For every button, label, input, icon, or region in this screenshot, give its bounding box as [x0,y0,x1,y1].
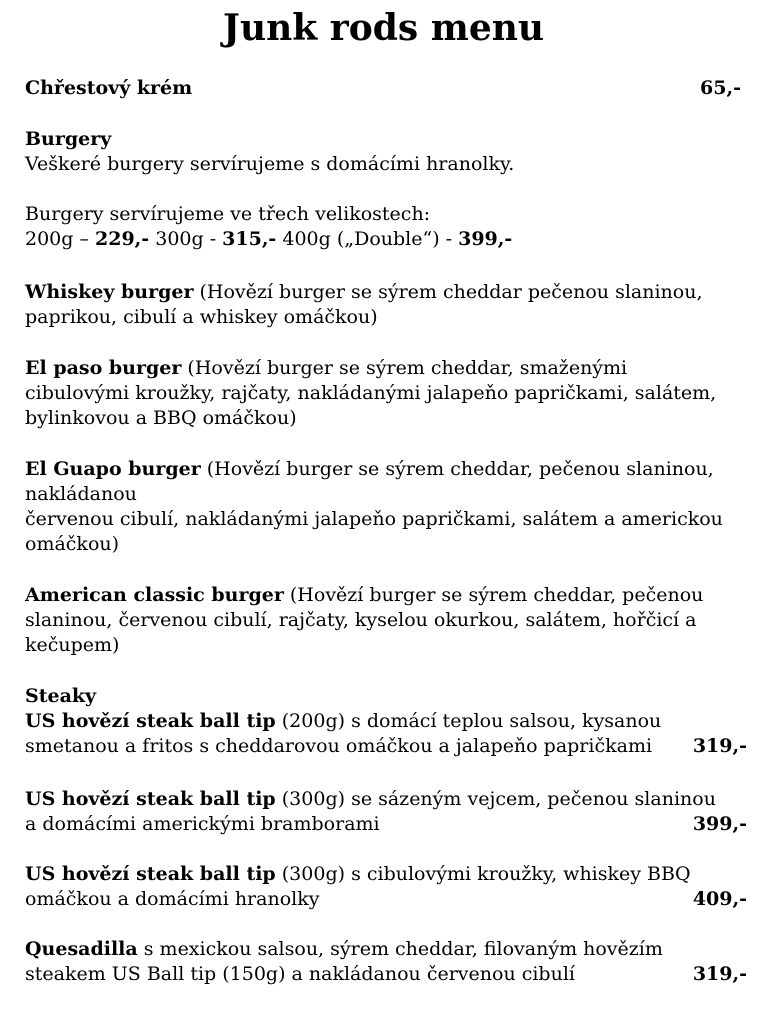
steaks-heading: Steaky [25,685,97,707]
size-3-price: 399,- [458,228,513,250]
el-guapo-burger-desc-3: červenou cibulí, nakládanými jalapeňo papričkami, salátem a americkou [25,508,723,530]
steak-3-item [25,862,747,912]
burgers-section [25,127,747,252]
burgers-sizes-intro: Burgery servírujeme ve třech velikostech: [25,203,431,225]
steak-2-desc-1: (300g) se sázeným vejcem, pečenou slaninou [275,788,716,810]
el-paso-burger-desc-3: bylinkovou a BBQ omáčkou) [25,407,297,429]
steak-3-desc-2: omáčkou a domácími hranolky [25,888,320,910]
steak-1-name: US hovězí steak ball tip [25,710,276,732]
el-guapo-burger-desc-4: omáčkou) [25,533,120,555]
steak-3-price: 409,- [692,888,747,910]
soup-name: Chřestový krém [25,77,193,99]
menu-title: Junk rods menu [222,7,545,49]
quesadilla-desc-2: steakem US Ball tip (150g) a nakládanou červenou cibulí [25,963,575,985]
el-guapo-burger-desc-2: nakládanou [25,483,137,505]
steak-2-desc-2: a domácími americkými bramborami [25,813,380,835]
soup-item [25,76,747,101]
el-paso-burger-desc-2: cibulovými kroužky, rajčaty, nakládanými jalapeňo papričkami, salátem, [25,382,717,404]
size-3-label: 400g („Double“) - [276,228,459,250]
quesadilla-price: 319,- [692,963,747,985]
steak-1-desc-1: (200g) s domácí teplou salsou, kysanou [275,710,662,732]
quesadilla-desc-1: s mexickou salsou, sýrem cheddar, filovaným hovězím [137,938,663,960]
american-classic-burger-desc-1: (Hovězí burger se sýrem cheddar, pečenou [283,584,704,606]
burger-sizes-line [25,227,747,252]
steak-1-row [25,734,747,759]
el-guapo-burger-desc-1: (Hovězí burger se sýrem cheddar, pečenou slaninou, [200,458,714,480]
burgers-heading: Burgery [25,128,112,150]
steaks-section [25,684,747,759]
american-classic-burger-desc-3: kečupem) [25,634,120,656]
whiskey-burger-item [25,280,747,330]
american-classic-burger-desc-2: slaninou, červenou cibulí, rajčaty, kyselou okurkou, salátem, hořčicí a [25,609,697,631]
whiskey-burger-name: Whiskey burger [25,281,194,303]
size-2-price: 315,- [222,228,277,250]
size-1-price: 229,- [95,228,150,250]
size-2-label: 300g - [149,228,223,250]
steak-2-price: 399,- [692,813,747,835]
burgers-intro: Veškeré burgery servírujeme s domácími hranolky. [25,153,515,175]
whiskey-burger-desc-2: paprikou, cibulí a whiskey omáčkou) [25,306,378,328]
steak-1-price: 319,- [692,735,747,757]
el-paso-burger-item [25,356,747,431]
steak-2-item [25,787,747,837]
steak-2-name: US hovězí steak ball tip [25,788,276,810]
whiskey-burger-desc-1: (Hovězí burger se sýrem cheddar pečenou slaninou, [193,281,703,303]
size-1-label: 200g – [25,228,96,250]
soup-price: 65,- [700,77,741,99]
el-guapo-burger-name: El Guapo burger [25,458,201,480]
el-paso-burger-desc-1: (Hovězí burger se sýrem cheddar, smaženými [181,357,628,379]
steak-1-desc-2: smetanou a fritos s cheddarovou omáčkou a jalapeňo papričkami [25,735,653,757]
el-guapo-burger-item [25,457,747,557]
steak-3-name: US hovězí steak ball tip [25,863,276,885]
el-paso-burger-name: El paso burger [25,357,182,379]
quesadilla-name: Quesadilla [25,938,138,960]
american-classic-burger-item [25,583,747,658]
quesadilla-item [25,937,747,987]
american-classic-burger-name: American classic burger [25,584,284,606]
steak-3-desc-1: (300g) s cibulovými kroužky, whiskey BBQ [275,863,691,885]
